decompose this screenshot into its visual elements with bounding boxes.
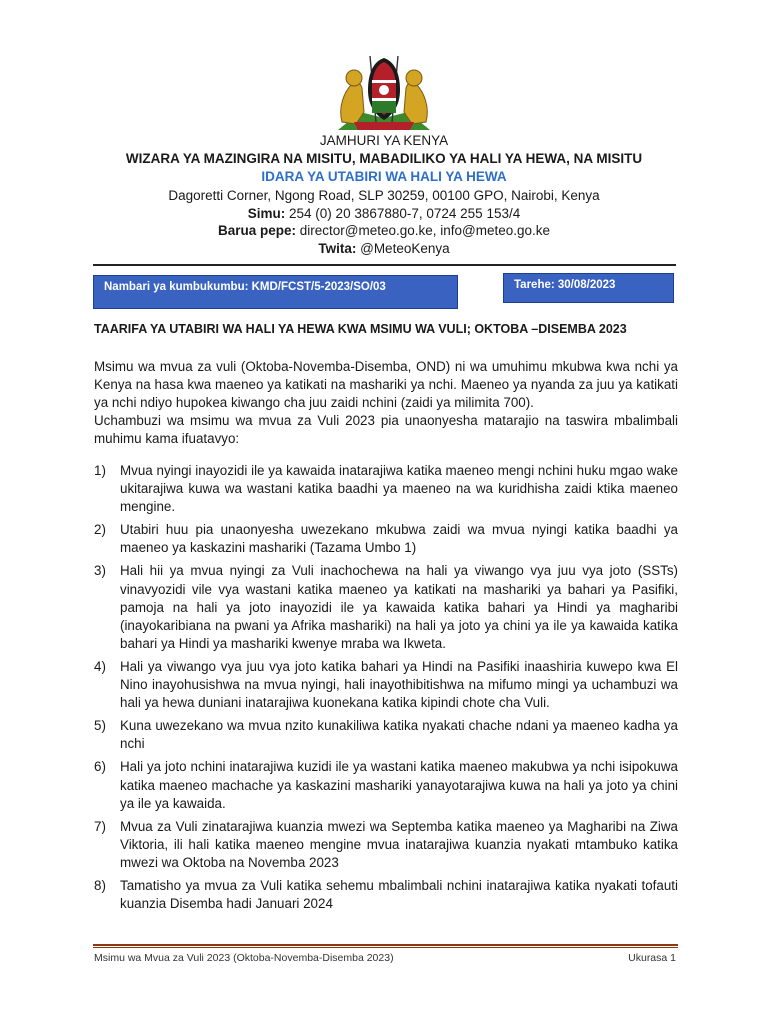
ministry-name: WIZARA YA MAZINGIRA NA MISITU, MABADILIKO YA HALI YA HEWA, NA MISITU — [125, 151, 643, 166]
intro-paragraph-2: Uchambuzi wa msimu wa mvua za Vuli 2023 pia unaonyesha matarajio na taswira mbalimbali muhimu kama ifuatavyo: — [94, 413, 678, 446]
list-item — [94, 877, 678, 913]
phone-label: Simu: — [247, 206, 286, 221]
reference-number: Nambari ya kumbukumbu: KMD/FCST/5-2023/SO/03 — [104, 281, 386, 293]
list-item-text: Utabiri huu pia unaonyesha uwezekano mkubwa zaidi wa mvua nyingi katika baadhi ya maeneo ya kaskazini mashariki (Tazama Umbo 1) — [120, 522, 678, 556]
twitter-line — [0, 240, 768, 258]
date-box — [503, 273, 674, 303]
list-item-text: Tamatisho ya mvua za Vuli katika sehemu mbalimbali nchini inatarajiwa katika nyakati tofauti kuanzia Disemba hadi Januari 2024 — [120, 877, 678, 912]
list-item-number: 7) — [94, 818, 106, 834]
twitter-label: Twita: — [318, 241, 357, 256]
phone-value: 254 (0) 20 3867880-7, 0724 255 153/4 — [285, 206, 521, 221]
list-item-text: Hali ya joto nchini inatarajiwa kuzidi ile ya wastani katika maeneo makubwa ya nchi isipokuwa katika maeneo machache ya kaskazini mashariki yanayotarajiwa kuwa na hali ya joto ya chini ya ile ya kawaida. — [120, 759, 678, 811]
department-name: IDARA YA UTABIRI WA HALI YA HEWA — [261, 169, 507, 184]
list-item-text: Mvua nyingi inayozidi ile ya kawaida inatarajiwa katika maeneo mengi nchini huku mgao wake ukitarajiwa kuwa wa wastani katika baadhi ya maeneo na wa kuridhisha zaidi ktika maeneo mengine. — [120, 463, 678, 515]
list-item — [94, 818, 678, 872]
list-item — [94, 758, 678, 812]
list-item-text: Kuna uwezekano wa mvua nzito kunakiliwa katika nyakati chache ndani ya maeneo kadha ya nchi — [120, 718, 678, 752]
list-item — [94, 562, 678, 652]
header-divider — [93, 264, 676, 266]
list-item-number: 2) — [94, 522, 106, 538]
email-label: Barua pepe: — [217, 223, 296, 238]
footer-divider — [93, 944, 678, 946]
list-item — [94, 462, 678, 516]
postal-address: Dagoretti Corner, Ngong Road, SLP 30259, 00100 GPO, Nairobi, Kenya — [168, 188, 600, 203]
phone-line — [0, 205, 768, 223]
document-date: Tarehe: 30/08/2023 — [514, 279, 616, 291]
country-name: JAMHURI YA KENYA — [319, 133, 449, 148]
list-item-number: 4) — [94, 658, 106, 674]
list-item-number: 1) — [94, 463, 106, 478]
list-item — [94, 521, 678, 557]
footer-title: Msimu wa Mvua za Vuli 2023 (Oktoba-Novemba-Disemba 2023) — [94, 952, 394, 964]
list-item — [94, 658, 678, 712]
twitter-value: @MeteoKenya — [356, 241, 450, 256]
forecast-list — [94, 462, 678, 918]
document-title: TAARIFA YA UTABIRI WA HALI YA HEWA KWA MSIMU WA VULI; OKTOBA –DISEMBA 2023 — [94, 322, 627, 336]
list-item — [94, 717, 678, 753]
list-item-text: Mvua za Vuli zinatarajiwa kuanzia mwezi wa Septemba katika maeneo ya Magharibi na Ziwa Viktoria, ili hali katika maeneo mengine mvua inatarajiwa kuanzia nyakati mtambuko katika mwezi wa Oktoba na Novemba 2023 — [120, 818, 678, 870]
list-item-number: 8) — [94, 877, 106, 893]
list-item-text: Hali hii ya mvua nyingi za Vuli inachochewa na hali ya viwango vya juu vya joto (SSTs) vinavyozidi vile vya wastani katika maeneo ya katikati na mashariki ya bahari ya Pasifiki, pamoja na hali ya joto inayozidi ile ya kawaida katika bahari ya Hindi ya magharibi (inayokaribiana na pwani ya Afrika mashariki) na hali ya joto ya chini ya ile ya kawaida katika bahari ya Hindi ya mashariki kwenye mraba wa Ikweta. — [120, 563, 678, 651]
list-item-number: 6) — [94, 759, 106, 775]
page-number: Ukurasa 1 — [628, 952, 676, 964]
list-item-number: 5) — [94, 718, 106, 734]
list-item-number: 3) — [94, 563, 106, 579]
intro-paragraph: Msimu wa mvua za vuli (Oktoba-Novemba-Disemba, OND) ni wa umuhimu mkubwa kwa nchi ya Kenya na hasa kwa maeneo ya katikati na mashariki ya nchi. Maeneo ya nyanda za juu ya katikati ya nchi ndiyo hupokea kiwango cha juu zaidi nchini (zaidi ya milimita 700). — [94, 359, 678, 410]
email-value: director@meteo.go.ke, info@meteo.go.ke — [295, 223, 551, 238]
email-line — [0, 222, 768, 240]
footer-divider-thin — [93, 947, 678, 948]
list-item-text: Hali ya viwango vya juu vya joto katika bahari ya Hindi na Pasifiki inaashiria kuwepo kwa El Nino inayohusishwa na mvua nyingi, hali inayothibitishwa na mifumo mingi ya uchambuzi wa hali ya hewa duniani inatarajiwa kuonekana katika kipindi chote cha Vuli. — [120, 658, 678, 711]
reference-number-box — [93, 275, 458, 309]
kenya-coat-of-arms-icon — [330, 52, 438, 134]
